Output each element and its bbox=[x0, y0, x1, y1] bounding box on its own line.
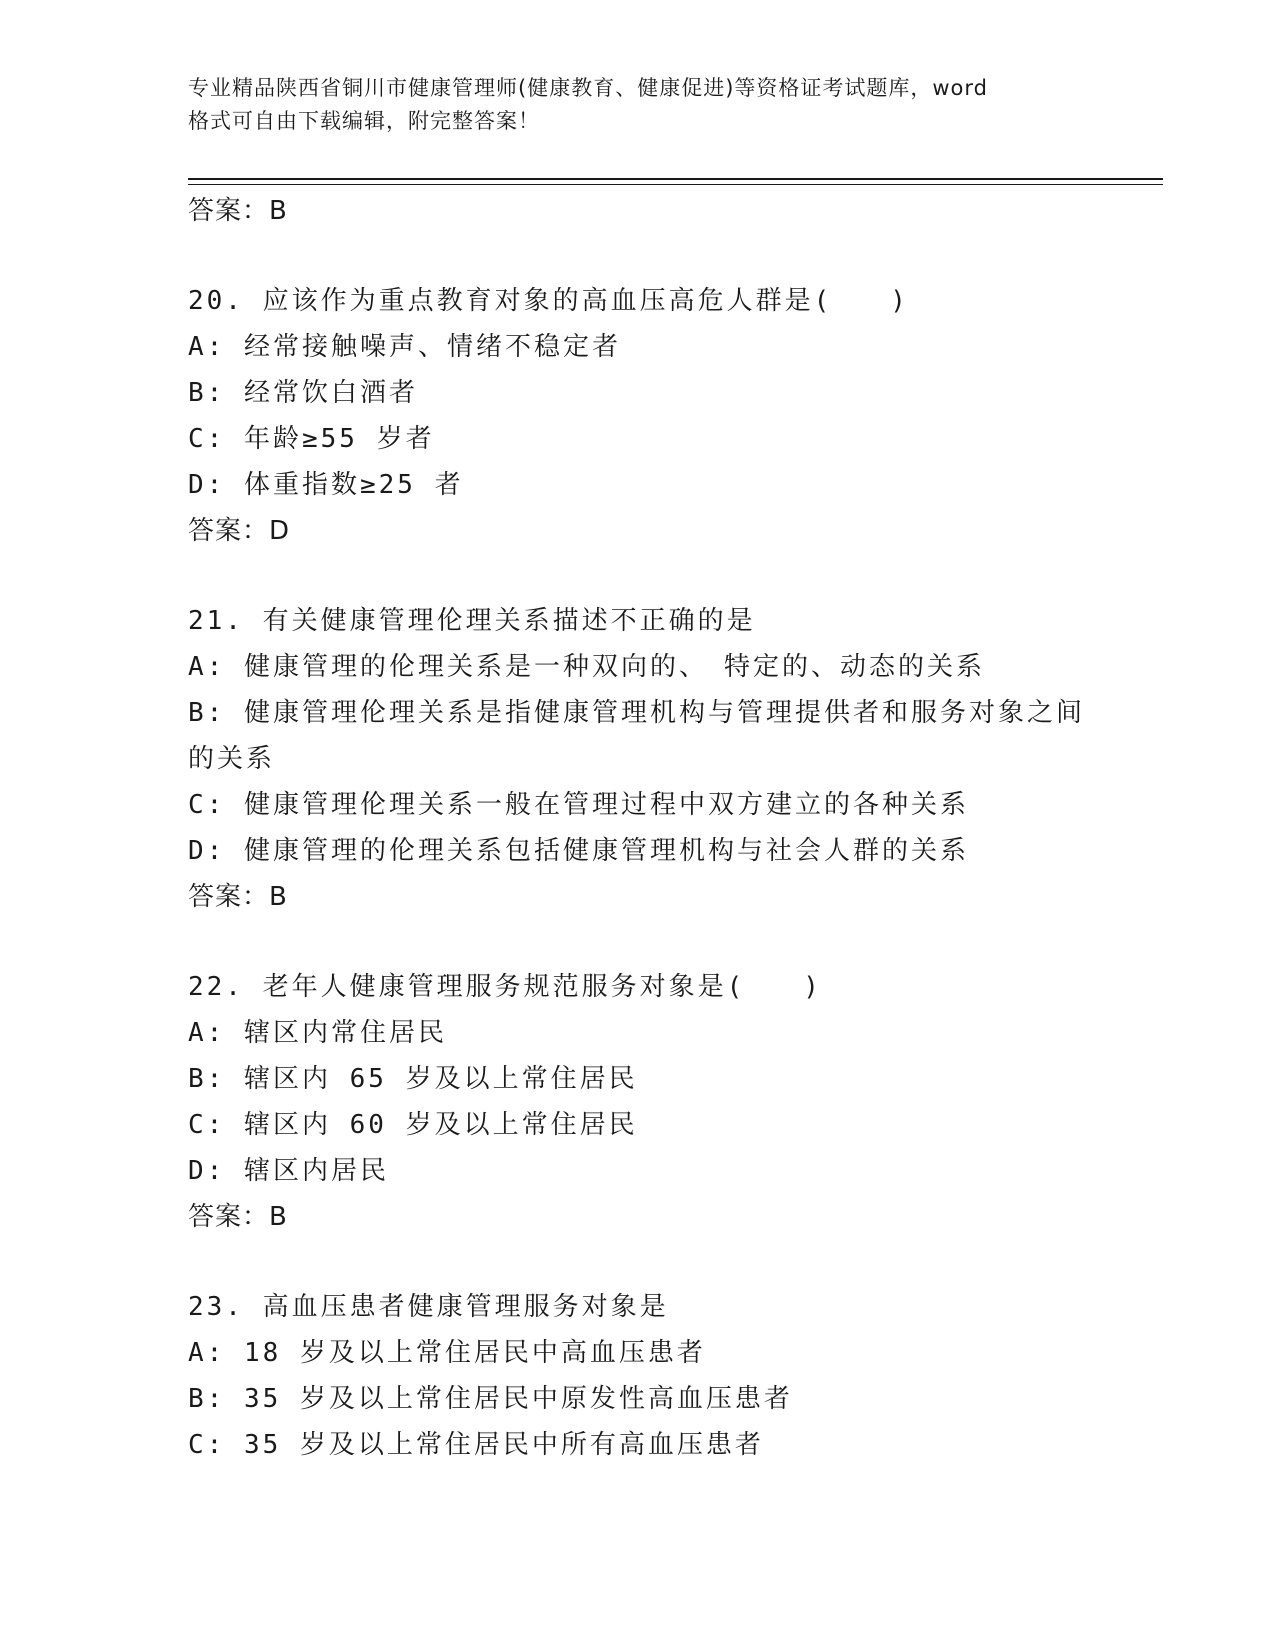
question-block bbox=[188, 598, 1088, 920]
option-d: D: 体重指数≥25 者 bbox=[188, 470, 464, 500]
question-stem: 21. 有关健康管理伦理关系描述不正确的是 bbox=[188, 606, 756, 636]
document-header bbox=[188, 72, 1088, 138]
answer-line: 答案：B bbox=[188, 196, 288, 226]
question-content bbox=[188, 188, 1088, 1468]
answer-line: 答案：B bbox=[188, 1202, 288, 1232]
option-c: C: 辖区内 60 岁及以上常住居民 bbox=[188, 1110, 638, 1140]
question-stem: 23. 高血压患者健康管理服务对象是 bbox=[188, 1292, 669, 1322]
answer-line: 答案：B bbox=[188, 882, 288, 912]
header-divider-thick bbox=[188, 178, 1163, 180]
option-b: B: 35 岁及以上常住居民中原发性高血压患者 bbox=[188, 1384, 793, 1414]
spacer bbox=[188, 1240, 1088, 1284]
spacer bbox=[188, 920, 1088, 964]
question-stem: 20. 应该作为重点教育对象的高血压高危人群是( ) bbox=[188, 286, 909, 316]
option-c: C: 健康管理伦理关系一般在管理过程中双方建立的各种关系 bbox=[188, 790, 969, 820]
option-b: B: 辖区内 65 岁及以上常住居民 bbox=[188, 1064, 638, 1094]
header-line-1: 专业精品陕西省铜川市健康管理师(健康教育、健康促进)等资格证考试题库，word bbox=[188, 76, 989, 100]
spacer bbox=[188, 554, 1088, 598]
option-a: A: 辖区内常住居民 bbox=[188, 1018, 447, 1048]
header-divider-thin bbox=[188, 184, 1163, 185]
header-line-2: 格式可自由下载编辑，附完整答案！ bbox=[188, 109, 540, 133]
option-c: C: 35 岁及以上常住居民中所有高血压患者 bbox=[188, 1430, 764, 1460]
option-d: D: 健康管理的伦理关系包括健康管理机构与社会人群的关系 bbox=[188, 836, 969, 866]
question-block bbox=[188, 1284, 1088, 1468]
answer-line: 答案：D bbox=[188, 516, 291, 546]
option-d: D: 辖区内居民 bbox=[188, 1156, 389, 1186]
option-a: A: 健康管理的伦理关系是一种双向的、 特定的、动态的关系 bbox=[188, 652, 985, 682]
option-c: C: 年龄≥55 岁者 bbox=[188, 424, 435, 454]
question-block bbox=[188, 278, 1088, 554]
option-a: A: 经常接触噪声、情绪不稳定者 bbox=[188, 332, 621, 362]
question-stem: 22. 老年人健康管理服务规范服务对象是( ) bbox=[188, 972, 822, 1002]
spacer bbox=[188, 234, 1088, 278]
option-b: B: 健康管理伦理关系是指健康管理机构与管理提供者和服务对象之间 bbox=[188, 698, 1085, 728]
option-b-continued: 的关系 bbox=[188, 744, 276, 774]
question-block bbox=[188, 964, 1088, 1240]
option-b: B: 经常饮白酒者 bbox=[188, 378, 418, 408]
option-a: A: 18 岁及以上常住居民中高血压患者 bbox=[188, 1338, 706, 1368]
